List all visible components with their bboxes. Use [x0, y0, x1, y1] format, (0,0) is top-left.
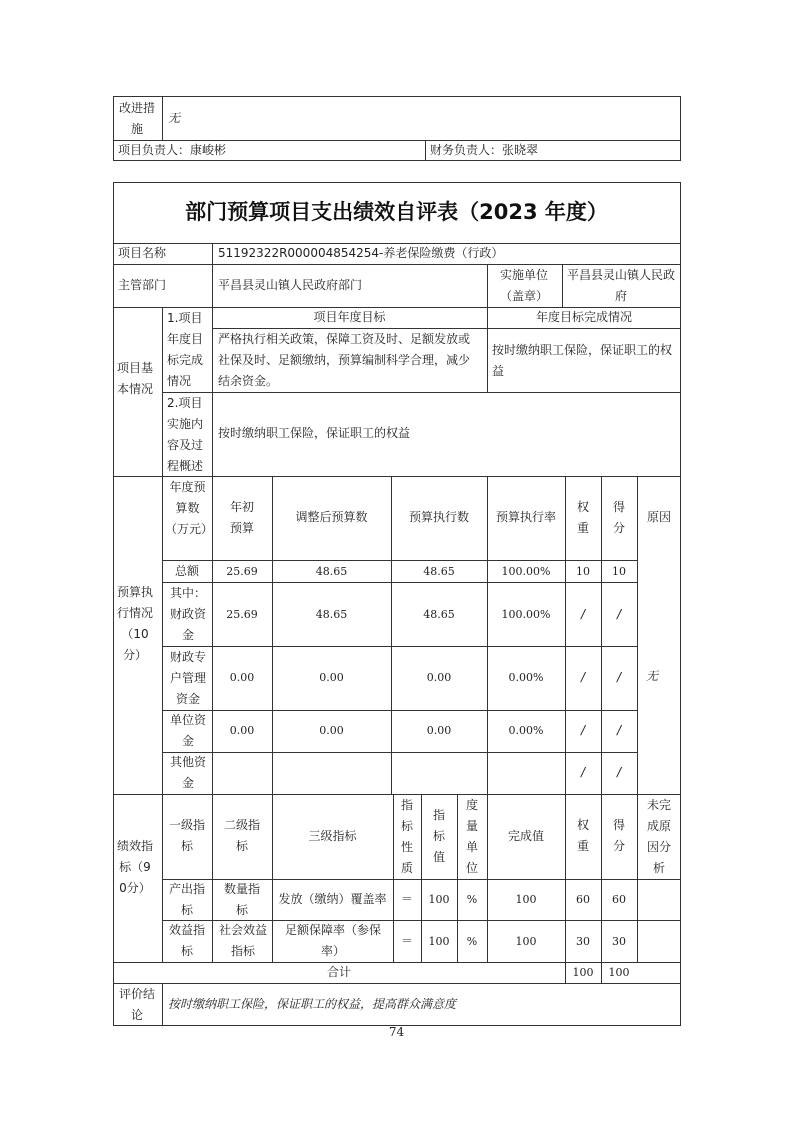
- perf-header-reason: 未完成原因分析: [646, 798, 671, 875]
- grid-line: [162, 392, 681, 393]
- perf-score: 30: [612, 935, 626, 948]
- grid-line: [162, 983, 163, 1026]
- perf-header-unit: 度量单位: [465, 798, 478, 875]
- budget-score: /: [616, 607, 622, 621]
- budget-header-annual: 年度预算数（万元）: [165, 480, 214, 536]
- budget-header-reason: 原因: [646, 510, 671, 524]
- budget-executed: 48.65: [423, 608, 455, 621]
- budget-section-label: 预算执行情况（10分）: [117, 585, 154, 662]
- budget-weight: /: [580, 670, 586, 684]
- budget-row-label: 单位资金: [169, 713, 206, 748]
- perf-value: 100: [428, 893, 450, 906]
- perf-nature: ＝: [400, 934, 413, 948]
- budget-executed: 0.00: [426, 671, 452, 684]
- budget-row-label: 总额: [175, 564, 200, 578]
- budget-initial: 25.69: [226, 608, 258, 621]
- budget-weight: /: [580, 607, 586, 621]
- total-score: 100: [608, 966, 630, 979]
- budget-score: /: [616, 723, 622, 737]
- budget-adjusted: 48.65: [315, 565, 348, 578]
- grid-line: [637, 476, 638, 962]
- budget-rate: 100.00%: [501, 608, 551, 621]
- grid-line: [212, 243, 213, 307]
- completion-text: 按时缴纳职工保险，保证职工的权益: [492, 343, 673, 378]
- grid-line: [487, 264, 488, 307]
- grid-line: [562, 264, 563, 307]
- budget-header-adjusted: 调整后预算数: [295, 510, 368, 524]
- budget-executed: 0.00: [426, 724, 452, 737]
- budget-header-weight: 权重: [576, 500, 589, 535]
- perf-score: 60: [612, 893, 626, 906]
- budget-row-label: 其他资金: [169, 755, 206, 790]
- budget-score: /: [616, 765, 622, 779]
- evaluation-label: 评价结论: [118, 987, 155, 1022]
- perf-completion: 100: [515, 893, 537, 906]
- grid-line: [272, 794, 273, 962]
- budget-weight: /: [580, 765, 586, 779]
- total-label: 合计: [326, 965, 351, 979]
- perf-completion: 100: [515, 935, 537, 948]
- implementation-label: 2.项目实施内容及过程概述: [167, 396, 204, 473]
- budget-adjusted: 48.65: [315, 608, 348, 621]
- page-title: 部门预算项目支出绩效自评表（2023 年度）: [185, 200, 608, 224]
- budget-row-label: 财政专户管理资金: [169, 650, 206, 706]
- annual-goal-label: 1.项目年度目标完成情况: [167, 311, 204, 388]
- budget-score: /: [616, 670, 622, 684]
- grid-line: [212, 794, 213, 962]
- perf-header-level3: 三级指标: [308, 829, 357, 843]
- budget-initial: 25.69: [226, 565, 258, 578]
- budget-adjusted: 0.00: [319, 671, 344, 684]
- perf-weight: 60: [576, 893, 590, 906]
- budget-executed: 48.65: [423, 565, 455, 578]
- budget-header-rate: 预算执行率: [495, 510, 556, 524]
- budget-reason-value: 无: [645, 669, 658, 683]
- grid-line: [162, 307, 163, 962]
- perf-header-nature: 指标性质: [400, 798, 413, 875]
- page-number: 74: [388, 1025, 405, 1039]
- department-value: 平昌县灵山镇人民政府部门: [218, 278, 363, 292]
- budget-weight: /: [580, 723, 586, 737]
- perf-header-score: 得分: [612, 818, 625, 853]
- budget-rate: 0.00%: [508, 724, 544, 737]
- project-name-value: 51192322R000004854254-养老保险缴费（行政）: [218, 246, 504, 260]
- budget-rate: 100.00%: [501, 565, 551, 578]
- implementer-label: 实施单位（盖章）: [499, 268, 548, 303]
- implementer-value: 平昌县灵山镇人民政府: [566, 268, 675, 303]
- goal-text: 严格执行相关政策，保障工资及时、足额发放或社保及时、足额缴纳，预算编制科学合理，减少结余资金。: [218, 332, 471, 388]
- grid-line: [425, 140, 426, 161]
- perf-unit: %: [466, 935, 478, 948]
- finance-manager: 财务负责人：张晓翠: [430, 143, 539, 157]
- perf-nature: ＝: [400, 892, 413, 906]
- perf-header-level2: 二级指标: [223, 818, 260, 853]
- completion-header: 年度目标完成情况: [535, 310, 632, 324]
- budget-header-executed: 预算执行数: [408, 510, 469, 524]
- perf-header-value: 指标值: [432, 808, 445, 864]
- perf-value: 100: [428, 935, 450, 948]
- performance-section-label: 绩效指标（90分）: [117, 839, 154, 895]
- perf-level3: 足额保障率（参保率）: [284, 923, 381, 958]
- project-manager: 项目负责人：康峻彬: [118, 143, 227, 157]
- evaluation-value: 按时缴纳职工保险，保证职工的权益，提高群众满意度: [168, 997, 457, 1011]
- implementation-text: 按时缴纳职工保险，保证职工的权益: [218, 426, 411, 440]
- perf-level3: 发放（缴纳）覆盖率: [278, 892, 387, 906]
- budget-adjusted: 0.00: [319, 724, 344, 737]
- grid-line: [113, 983, 681, 984]
- budget-row-label: 其中：财政资金: [169, 586, 206, 642]
- grid-line: [113, 794, 681, 795]
- goal-header: 项目年度目标: [313, 310, 386, 324]
- perf-weight: 30: [576, 935, 590, 948]
- perf-level2: 数量指标: [223, 882, 260, 917]
- grid-line: [162, 96, 163, 141]
- perf-level2: 社会效益指标: [218, 923, 267, 958]
- basic-info-label: 项目基本情况: [117, 361, 154, 396]
- budget-initial: 0.00: [229, 671, 255, 684]
- budget-rate: 0.00%: [508, 671, 544, 684]
- perf-header-level1: 一级指标: [168, 818, 205, 853]
- project-name-label: 项目名称: [118, 246, 167, 260]
- perf-unit: %: [466, 893, 478, 906]
- perf-level1: 产出指标: [168, 882, 205, 917]
- budget-initial: 0.00: [229, 724, 255, 737]
- budget-header-score: 得分: [612, 500, 625, 535]
- perf-level1: 效益指标: [168, 923, 205, 958]
- budget-score: 10: [612, 565, 626, 578]
- total-weight: 100: [572, 966, 594, 979]
- improvement-value: 无: [168, 111, 181, 125]
- perf-header-completion: 完成值: [507, 829, 544, 843]
- improvement-label: 改进措施: [118, 101, 155, 136]
- perf-header-weight: 权重: [576, 818, 589, 853]
- department-label: 主管部门: [118, 278, 167, 292]
- budget-header-initial: 年初预算: [229, 500, 254, 535]
- budget-weight: 10: [576, 565, 590, 578]
